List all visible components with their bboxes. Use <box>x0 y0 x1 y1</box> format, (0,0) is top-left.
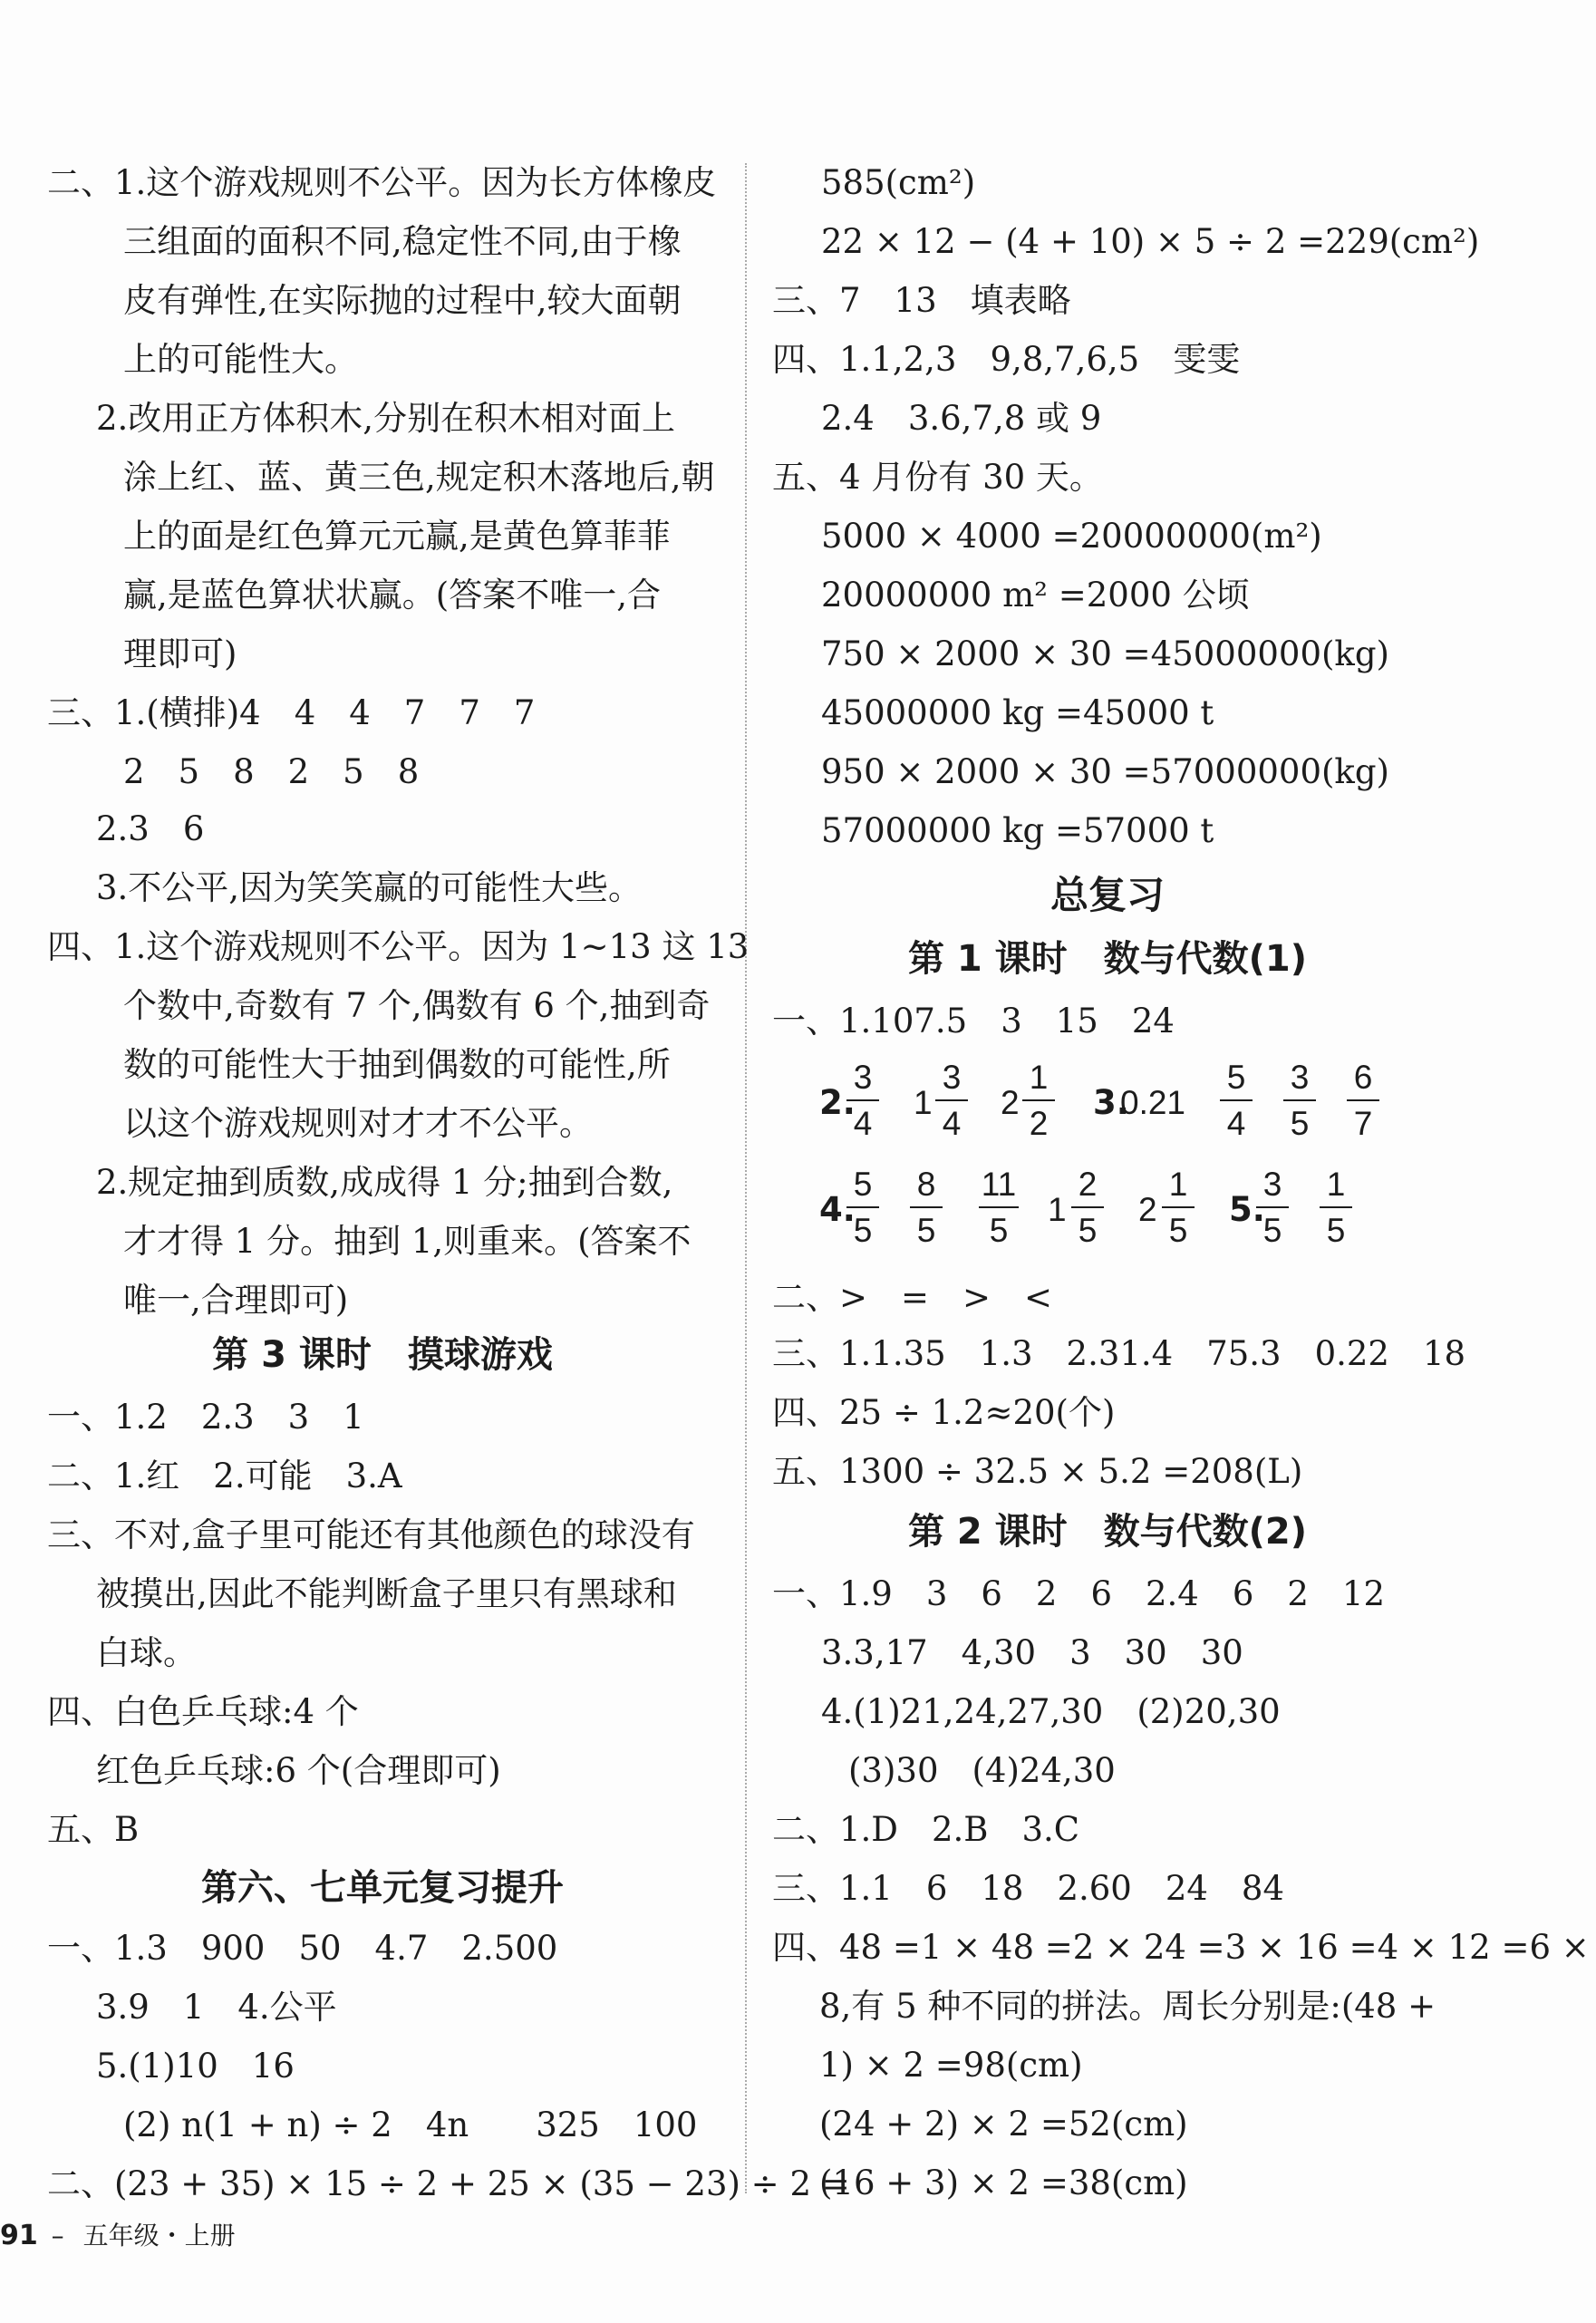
grade-label: 五年级・上册 <box>82 2221 236 2250</box>
answer-line: (3)30 (4)24,30 <box>848 1751 1116 1790</box>
decimal-value: 0.21 <box>1120 1084 1186 1121</box>
answer-line: 5.(1)10 16 <box>96 2047 295 2086</box>
answer-line: 二、1.红 2.可能 3.A <box>47 1457 402 1495</box>
item-label: 2. <box>819 1083 856 1122</box>
fraction: 1 5 <box>1158 1162 1198 1253</box>
answer-line: 二、(23 + 35) × 15 ÷ 2 + 25 × (35 − 23) ÷ 2 = <box>47 2164 850 2203</box>
answer-line: 三、不对,盒子里可能还有其他颜色的球没有 <box>47 1515 695 1554</box>
fraction: 1 2 <box>1019 1055 1059 1146</box>
answer-line: (16 + 3) × 2 =38(cm) <box>819 2163 1188 2202</box>
item-label: 3. <box>1093 1083 1129 1122</box>
answer-line: 2.3 6 <box>96 809 205 848</box>
answer-line: 950 × 2000 × 30 =57000000(kg) <box>821 752 1389 791</box>
fraction: 3 4 <box>932 1055 972 1146</box>
chapter-heading: 总复习 <box>1049 873 1165 917</box>
fraction-row <box>772 1162 1407 1262</box>
answer-line: 2.规定抽到质数,成成得 1 分;抽到合数, <box>96 1163 673 1202</box>
answer-line: (2) n(1 + n) ÷ 2 4n 325 100 <box>123 2105 698 2144</box>
section-heading: 第六、七单元复习提升 <box>201 1867 564 1909</box>
section-heading: 第 1 课时 数与代数(1) <box>907 938 1308 980</box>
answer-line: 五、4 月份有 30 天。 <box>772 458 1103 497</box>
section-heading: 第 3 课时 摸球游戏 <box>212 1334 553 1376</box>
answer-line: 22 × 12 − (4 + 10) × 5 ÷ 2 =229(cm²) <box>821 222 1480 261</box>
answer-line: 57000000 kg =57000 t <box>821 811 1214 850</box>
fraction: 1 5 <box>1316 1162 1356 1253</box>
answer-line: 五、B <box>47 1810 140 1849</box>
answer-line: 三组面的面积不同,稳定性不同,由于橡 <box>123 222 682 261</box>
answer-line: 三、1.(横排)4 4 4 7 7 7 <box>47 693 536 732</box>
fraction: 3 5 <box>1253 1162 1292 1253</box>
answer-line: 上的面是红色算元元赢,是黄色算菲菲 <box>123 517 671 556</box>
answer-line: 三、1.1.35 1.3 2.31.4 75.3 0.22 18 <box>772 1334 1466 1373</box>
answer-line: 一、1.2 2.3 3 1 <box>47 1398 364 1437</box>
answer-line: 四、1.1,2,3 9,8,7,6,5 雯雯 <box>772 340 1241 379</box>
answer-line: 皮有弹性,在实际抛的过程中,较大面朝 <box>123 281 682 320</box>
section-heading: 第 2 课时 数与代数(2) <box>907 1511 1308 1553</box>
answer-line: 红色乒乓球:6 个(合理即可) <box>96 1751 501 1790</box>
answer-line: 以这个游戏规则对才才不公平。 <box>123 1104 593 1143</box>
answer-line: 才才得 1 分。抽到 1,则重来。(答案不 <box>123 1222 692 1261</box>
answer-line: 3.不公平,因为笑笑赢的可能性大些。 <box>96 868 643 907</box>
answer-line: 一、1.107.5 3 15 24 <box>772 1002 1175 1041</box>
page-number: 91 <box>0 2220 38 2251</box>
answer-line: 上的可能性大。 <box>123 340 358 379</box>
answer-line: 4.(1)21,24,27,30 (2)20,30 <box>821 1692 1281 1731</box>
answer-line: 四、25 ÷ 1.2≈20(个) <box>772 1393 1116 1432</box>
answer-line: 2.改用正方体积木,分别在积木相对面上 <box>96 399 676 438</box>
answer-line: 1) × 2 =98(cm) <box>819 2046 1083 2085</box>
answer-line: 涂上红、蓝、黄三色,规定积木落地后,朝 <box>123 458 715 497</box>
fraction: 5 5 <box>843 1162 883 1253</box>
answer-line: 被摸出,因此不能判断盒子里只有黑球和 <box>96 1574 677 1613</box>
item-label: 5. <box>1229 1190 1265 1229</box>
answer-line: 三、7 13 填表略 <box>772 281 1071 320</box>
answer-line: 一、1.9 3 6 2 6 2.4 6 2 12 <box>772 1574 1386 1613</box>
fraction-row <box>772 1055 1407 1155</box>
answer-line: 理即可) <box>123 634 237 673</box>
answer-line: 二、1.D 2.B 3.C <box>772 1810 1080 1849</box>
answer-line: 585(cm²) <box>821 163 976 202</box>
fraction: 5 4 <box>1216 1055 1256 1146</box>
answer-line: 3.3,17 4,30 3 30 30 <box>821 1633 1243 1672</box>
answer-line: 个数中,奇数有 7 个,偶数有 6 个,抽到奇 <box>123 986 711 1025</box>
answer-line: 二、> = > < <box>772 1278 1053 1317</box>
answer-line: 5000 × 4000 =20000000(m²) <box>821 517 1322 556</box>
answer-line: 750 × 2000 × 30 =45000000(kg) <box>821 634 1389 673</box>
fraction: 11 5 <box>975 1162 1022 1253</box>
answer-line: 四、1.这个游戏规则不公平。因为 1~13 这 13 <box>47 927 750 966</box>
answer-line: 五、1300 ÷ 32.5 × 5.2 =208(L) <box>772 1452 1303 1491</box>
fraction: 6 7 <box>1343 1055 1383 1146</box>
answer-line: 赢,是蓝色算状状赢。(答案不唯一,合 <box>123 576 661 615</box>
answer-line: 45000000 kg =45000 t <box>821 693 1214 732</box>
answer-line: 四、48 =1 × 48 =2 × 24 =3 × 16 =4 × 12 =6 × <box>772 1928 1590 1967</box>
answer-line: 数的可能性大于抽到偶数的可能性,所 <box>123 1045 671 1084</box>
whole-part: 2 <box>1138 1191 1157 1228</box>
answer-line: 三、1.1 6 18 2.60 24 84 <box>772 1869 1285 1908</box>
fraction: 3 5 <box>1280 1055 1320 1146</box>
whole-part: 1 <box>914 1084 933 1121</box>
answer-line: 2.4 3.6,7,8 或 9 <box>821 399 1102 438</box>
fraction: 2 5 <box>1068 1162 1108 1253</box>
answer-line: 2 5 8 2 5 8 <box>123 752 420 791</box>
footer-dash: – <box>51 2221 64 2250</box>
whole-part: 2 <box>1001 1084 1020 1121</box>
answer-line: (24 + 2) × 2 =52(cm) <box>819 2105 1188 2144</box>
answer-line: 20000000 m² =2000 公顷 <box>821 576 1250 615</box>
answer-line: 唯一,合理即可) <box>123 1281 349 1320</box>
whole-part: 1 <box>1048 1191 1067 1228</box>
fraction: 3 4 <box>843 1055 883 1146</box>
answer-line: 一、1.3 900 50 4.7 2.500 <box>47 1929 558 1968</box>
fraction: 8 5 <box>906 1162 946 1253</box>
answer-line: 白球。 <box>96 1633 197 1672</box>
column-divider <box>745 163 747 2193</box>
page-footer <box>0 2218 236 2254</box>
answer-line: 二、1.这个游戏规则不公平。因为长方体橡皮 <box>47 163 717 202</box>
answer-line: 四、白色乒乓球:4 个 <box>47 1692 359 1731</box>
answer-line: 8,有 5 种不同的拼法。周长分别是:(48 + <box>819 1987 1436 2026</box>
item-label: 4. <box>819 1190 856 1229</box>
answer-line: 3.9 1 4.公平 <box>96 1988 337 2027</box>
